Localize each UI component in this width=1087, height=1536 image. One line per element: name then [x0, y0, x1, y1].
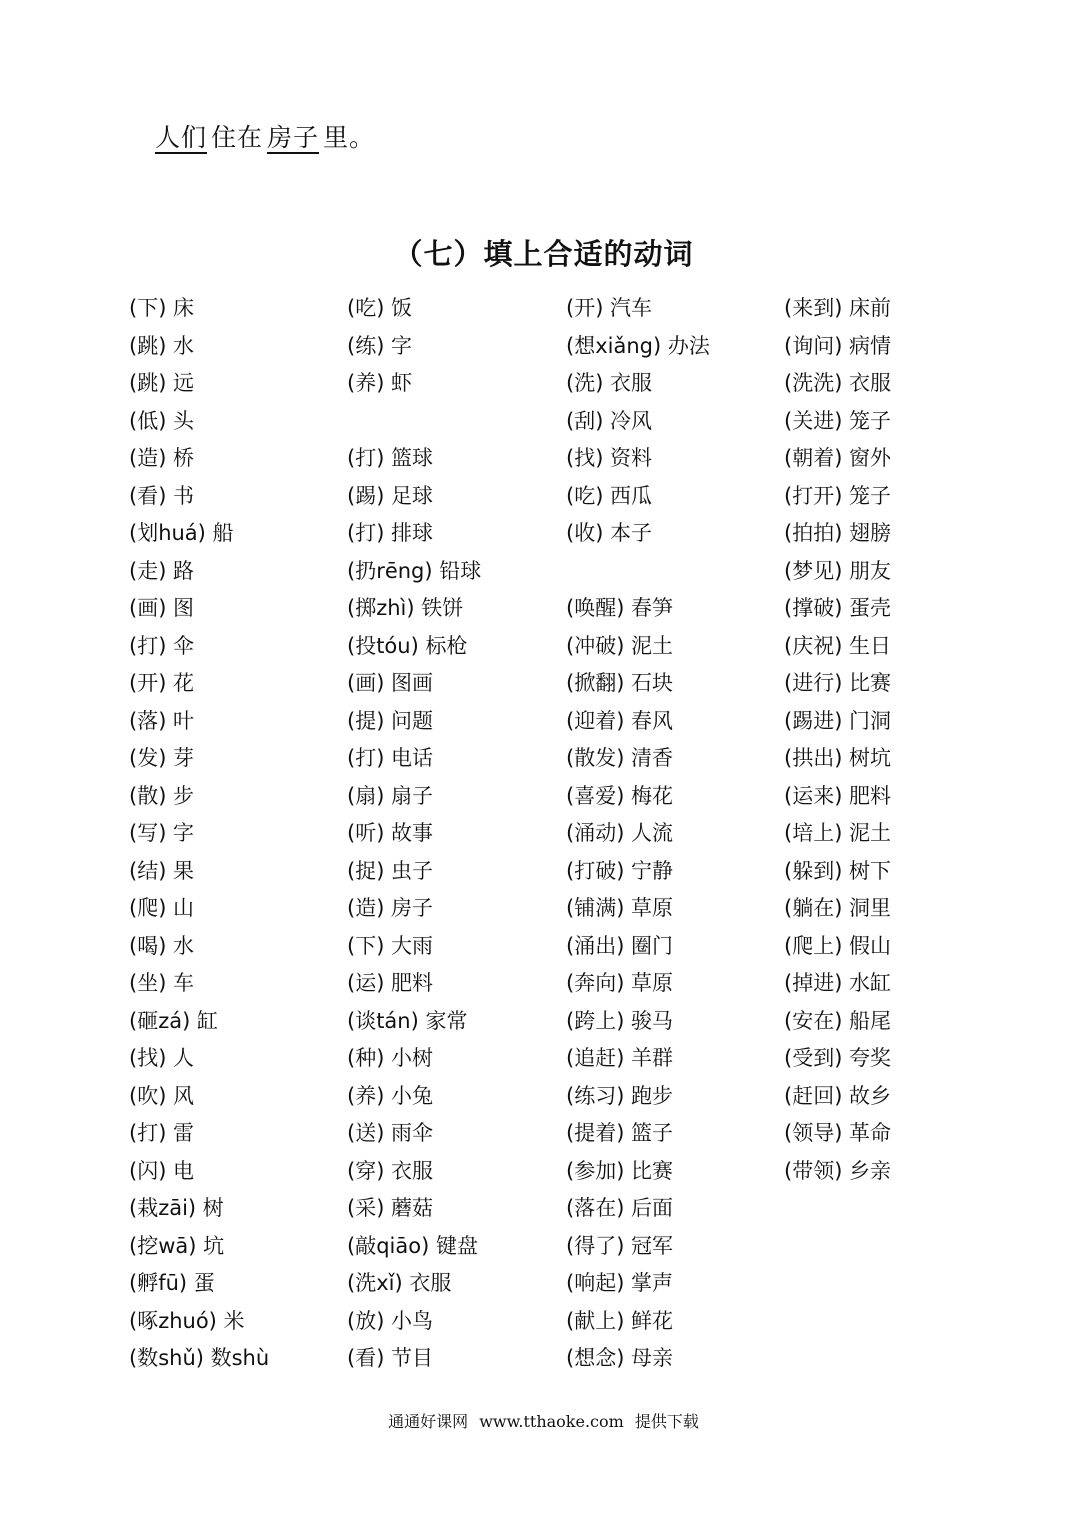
verb-noun-pair: (涌动) 人流 [566, 821, 674, 845]
verb-noun-pair: (安在) 船尾 [784, 1008, 892, 1033]
verb-noun-pair: (谈tán) 家常 [347, 1008, 468, 1033]
verb-noun-pair: (掷zhì) 铁饼 [347, 596, 464, 620]
verb-noun-pair: (打) 伞 [129, 633, 195, 658]
verb-noun-pair: (响起) 掌声 [566, 1271, 674, 1295]
word-column-4 [784, 290, 1004, 1190]
verb-noun-pair: (砸zá) 缸 [129, 1008, 218, 1033]
verb-noun-pair: (发) 芽 [129, 746, 195, 770]
verb-noun-pair: (朝着) 窗外 [784, 446, 892, 470]
sentence-object: 房子 [267, 123, 320, 152]
verb-noun-pair: (冲破) 泥土 [566, 633, 674, 658]
word-column-2 [347, 290, 567, 1378]
verb-noun-pair: (掉进) 水缸 [784, 971, 892, 995]
verb-noun-pair: (挖wā) 坑 [129, 1233, 225, 1258]
verb-noun-pair: (穿) 衣服 [347, 1158, 434, 1183]
verb-noun-pair: (打破) 宁静 [566, 858, 674, 883]
verb-noun-pair: (送) 雨伞 [347, 1121, 434, 1145]
verb-noun-pair: (涌出) 圈门 [566, 933, 674, 958]
verb-noun-pair: (练习) 跑步 [566, 1083, 674, 1108]
verb-noun-pair: (下) 床 [129, 296, 195, 320]
footer-suffix: 提供下载 [634, 1412, 699, 1431]
verb-noun-pair: (得了) 冠军 [566, 1233, 674, 1258]
footer-url: www.tthaoke.com [479, 1412, 624, 1431]
verb-noun-pair: (划huá) 船 [129, 521, 234, 545]
sentence-subject: 人们 [155, 123, 208, 152]
verb-noun-pair: (迎着) 春风 [566, 708, 674, 733]
verb-noun-pair: (吃) 西瓜 [566, 483, 653, 508]
verb-noun-pair: (写) 字 [129, 821, 195, 845]
verb-noun-pair: (扔rēng) 铅球 [347, 558, 482, 583]
verb-noun-pair: (落) 叶 [129, 708, 195, 733]
verb-noun-pair: (询问) 病情 [784, 333, 892, 358]
verb-noun-pair: (洗) 衣服 [566, 371, 653, 395]
verb-noun-pair: (打) 雷 [129, 1121, 195, 1145]
verb-noun-pair: (爬上) 假山 [784, 933, 892, 958]
verb-noun-pair: (想xiǎng) 办法 [566, 333, 710, 358]
verb-noun-pair: (跳) 水 [129, 333, 195, 358]
verb-noun-pair: (跨上) 骏马 [566, 1008, 674, 1033]
verb-noun-pair: (散) 步 [129, 783, 195, 808]
verb-noun-pair: (铺满) 草原 [566, 896, 674, 920]
verb-noun-pair: (孵fū) 蛋 [129, 1271, 215, 1295]
verb-noun-pair: (放) 小鸟 [347, 1308, 434, 1333]
verb-noun-pair: (开) 花 [129, 671, 195, 695]
verb-noun-pair: (唤醒) 春笋 [566, 596, 674, 620]
verb-noun-pair: (踢进) 门洞 [784, 708, 892, 733]
verb-noun-pair: (刮) 冷风 [566, 408, 653, 433]
verb-noun-pair: (运) 肥料 [347, 971, 434, 995]
example-sentence [155, 118, 375, 154]
verb-noun-pair: (拍拍) 翅膀 [784, 521, 892, 545]
verb-noun-pair: (看) 书 [129, 483, 195, 508]
verb-noun-pair: (跳) 远 [129, 371, 195, 395]
verb-noun-pair: (扇) 扇子 [347, 783, 434, 808]
verb-noun-pair: (敲qiāo) 键盘 [347, 1233, 478, 1258]
verb-noun-pair: (听) 故事 [347, 821, 434, 845]
verb-noun-pair: (低) 头 [129, 408, 195, 433]
verb-noun-pair: (躲到) 树下 [784, 858, 892, 883]
verb-noun-pair: (掀翻) 石块 [566, 671, 674, 695]
verb-noun-pair: (带领) 乡亲 [784, 1158, 892, 1183]
word-column-1 [129, 290, 349, 1378]
verb-noun-pair: (爬) 山 [129, 896, 195, 920]
verb-noun-pair: (找) 人 [129, 1046, 195, 1070]
verb-noun-pair: (喝) 水 [129, 933, 195, 958]
verb-noun-pair: (养) 小兔 [347, 1083, 434, 1108]
verb-noun-pair: (数shǔ) 数shù [129, 1346, 270, 1370]
sentence-verb: 住在 [211, 123, 264, 152]
verb-noun-pair: (落在) 后面 [566, 1196, 674, 1220]
verb-noun-pair: (提着) 篮子 [566, 1121, 674, 1145]
verb-noun-pair: (走) 路 [129, 558, 195, 583]
verb-noun-pair: (闪) 电 [129, 1158, 195, 1183]
verb-noun-pair: (关进) 笼子 [784, 408, 892, 433]
verb-noun-pair: (投tóu) 标枪 [347, 633, 468, 658]
verb-noun-pair: (拱出) 树坑 [784, 746, 892, 770]
verb-noun-pair: (追赶) 羊群 [566, 1046, 674, 1070]
verb-noun-pair: (喜爱) 梅花 [566, 783, 674, 808]
verb-noun-pair: (结) 果 [129, 858, 195, 883]
verb-noun-pair: (培上) 泥土 [784, 821, 892, 845]
verb-noun-pair: (打开) 笼子 [784, 483, 892, 508]
verb-noun-pair: (来到) 床前 [784, 296, 892, 320]
verb-noun-pair: (找) 资料 [566, 446, 653, 470]
verb-noun-pair: (打) 篮球 [347, 446, 434, 470]
verb-noun-pair: (撑破) 蛋壳 [784, 596, 892, 620]
verb-noun-pair: (梦见) 朋友 [784, 558, 892, 583]
verb-noun-pair: (收) 本子 [566, 521, 653, 545]
verb-noun-pair: (受到) 夸奖 [784, 1046, 892, 1070]
word-column-3 [566, 290, 786, 1378]
verb-noun-pair: (洗xǐ) 衣服 [347, 1271, 452, 1295]
verb-noun-pair: (造) 桥 [129, 446, 195, 470]
verb-noun-pair: (坐) 车 [129, 971, 195, 995]
verb-noun-pair: (画) 图画 [347, 671, 434, 695]
verb-noun-pair: (躺在) 洞里 [784, 896, 892, 920]
sentence-end: 里。 [323, 123, 376, 152]
verb-noun-pair: (踢) 足球 [347, 483, 434, 508]
verb-noun-pair: (看) 节目 [347, 1346, 434, 1370]
verb-noun-pair: (种) 小树 [347, 1046, 434, 1070]
verb-noun-pair: (打) 电话 [347, 746, 434, 770]
verb-noun-pair: (练) 字 [347, 333, 413, 358]
verb-noun-pair: (捉) 虫子 [347, 858, 434, 883]
verb-noun-pair: (庆祝) 生日 [784, 633, 892, 658]
verb-noun-pair: (参加) 比赛 [566, 1158, 674, 1183]
verb-noun-pair: (画) 图 [129, 596, 195, 620]
section-title: （七）填上合适的动词 [393, 237, 694, 271]
verb-noun-pair: (运来) 肥料 [784, 783, 892, 808]
verb-noun-pair: (开) 汽车 [566, 296, 653, 320]
verb-noun-pair: (提) 问题 [347, 708, 434, 733]
verb-noun-pair: (打) 排球 [347, 521, 434, 545]
verb-noun-pair: (献上) 鲜花 [566, 1308, 674, 1333]
verb-noun-pair: (下) 大雨 [347, 933, 434, 958]
verb-noun-pair: (吹) 风 [129, 1083, 195, 1108]
verb-noun-pair: (吃) 饭 [347, 296, 413, 320]
verb-noun-pair: (养) 虾 [347, 371, 413, 395]
verb-noun-pair: (进行) 比赛 [784, 671, 892, 695]
verb-noun-pair: (赶回) 故乡 [784, 1083, 892, 1108]
verb-noun-pair: (散发) 清香 [566, 746, 674, 770]
verb-noun-pair: (洗洗) 衣服 [784, 371, 892, 395]
verb-noun-pair: (栽zāi) 树 [129, 1196, 224, 1220]
footer-site-name: 通通好课网 [388, 1412, 469, 1431]
verb-noun-pair: (采) 蘑菇 [347, 1196, 434, 1220]
verb-noun-pair: (造) 房子 [347, 896, 434, 920]
verb-noun-pair: (领导) 革命 [784, 1121, 892, 1145]
verb-noun-pair: (啄zhuó) 米 [129, 1308, 245, 1333]
page-footer [0, 1409, 1087, 1432]
verb-noun-pair: (奔向) 草原 [566, 971, 674, 995]
verb-noun-pair: (想念) 母亲 [566, 1346, 674, 1370]
